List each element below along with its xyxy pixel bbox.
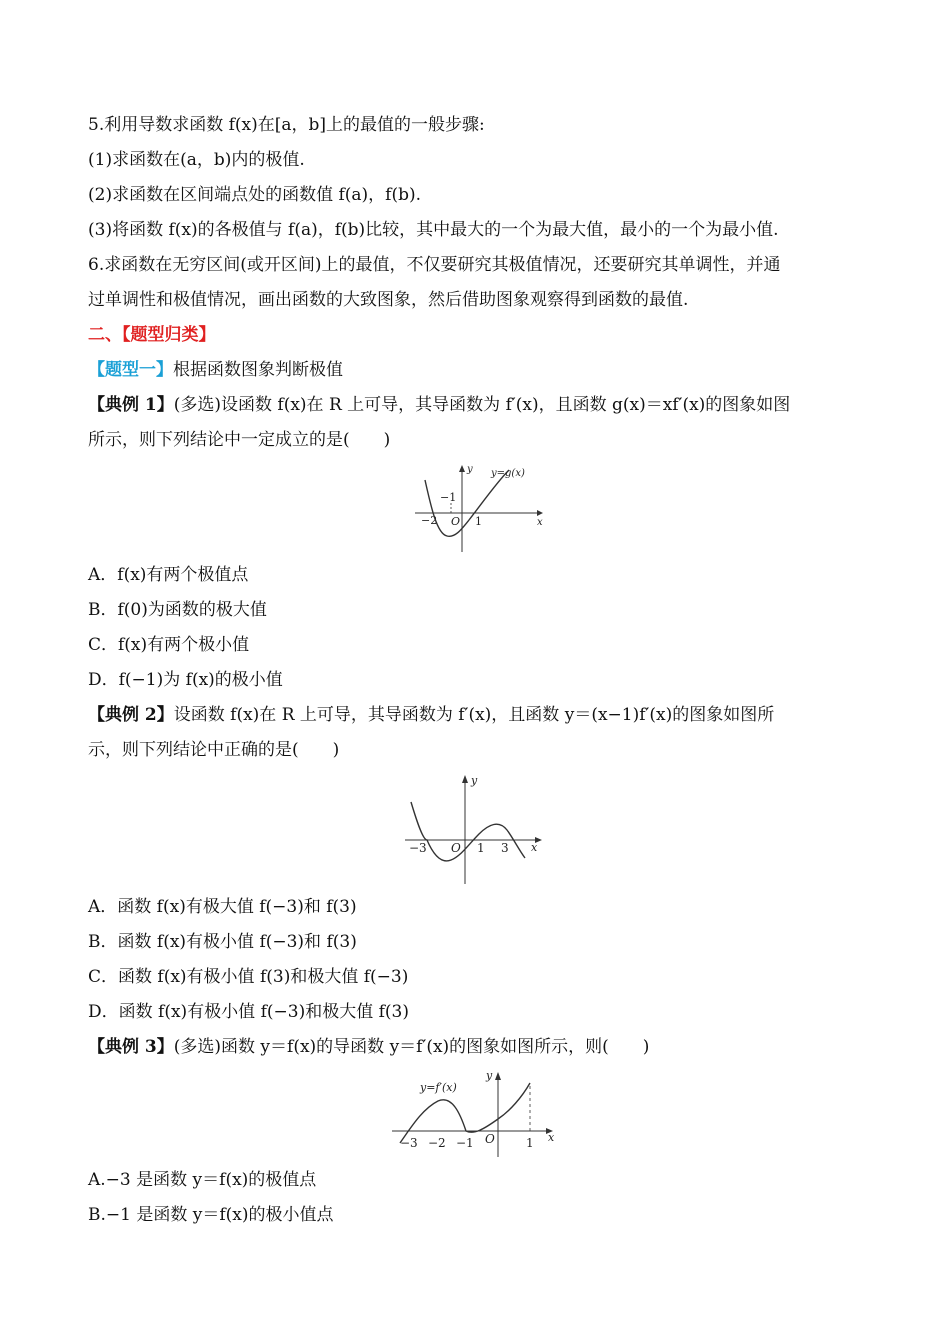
example2-line1 (88, 698, 868, 733)
tick-label: −1 (440, 491, 457, 504)
example1-graph (413, 462, 543, 554)
example1-tag: 【典例 1】 (88, 395, 174, 415)
example2-line2: 示，则下列结论中正确的是( ) (88, 740, 340, 760)
example1-option-c: C．f(x)有两个极小值 (88, 635, 250, 655)
example2-stem: 设函数 f(x)在 R 上可导，其导函数为 f′(x)，且函数 y＝(x−1)f′(x)的图象如图所 (173, 705, 775, 725)
origin-label: O (485, 1132, 495, 1146)
y-axis-label: y (471, 774, 478, 787)
document-page (88, 108, 868, 1233)
curve-label: y=f′(x) (420, 1081, 457, 1094)
question-type-tag: 【题型一】 (88, 360, 173, 380)
y-axis-label: y (467, 464, 473, 475)
g-curve (425, 470, 509, 536)
tick-label: 1 (526, 1136, 534, 1150)
example1-stem: (多选)设函数 f(x)在 R 上可导，其导函数为 f′(x)，且函数 g(x)＝xf′(x)的图象如图 (173, 395, 791, 415)
example3-tag: 【典例 3】 (88, 1037, 174, 1057)
y-axis-arrow (459, 465, 465, 472)
tick-label: −3 (400, 1136, 418, 1150)
example2-option-b: B．函数 f(x)有极小值 f(−3)和 f(3) (88, 932, 357, 952)
x-axis-label: x (537, 517, 543, 528)
section6-line1: 6.求函数在无穷区间(或开区间)上的最值，不仅要研究其极值情况，还要研究其单调性，并通 (88, 255, 781, 275)
example3-graph (390, 1069, 566, 1159)
curve-label: y=g(x) (491, 468, 525, 479)
x-axis-label: x (548, 1131, 555, 1144)
example2-option-a: A．函数 f(x)有极大值 f(−3)和 f(3) (88, 897, 357, 917)
example1-line1 (88, 388, 868, 423)
section5-title: 5.利用导数求函数 f(x)在[a，b]上的最值的一般步骤: (88, 115, 485, 135)
origin-label: O (451, 841, 461, 855)
section6-line2: 过单调性和极值情况，画出函数的大致图象，然后借助图象观察得到函数的最值. (88, 290, 689, 310)
example2-option-c: C．函数 f(x)有极小值 f(3)和极大值 f(−3) (88, 967, 409, 987)
section5-step2: (2)求函数在区间端点处的函数值 f(a)，f(b). (88, 185, 422, 205)
tick-label: −3 (409, 841, 427, 855)
tick-label: 1 (475, 515, 482, 528)
section5-step3: (3)将函数 f(x)的各极值与 f(a)，f(b)比较，其中最大的一个为最大值，最小的一个为最小值. (88, 220, 779, 240)
question-type-1 (88, 353, 868, 388)
x-axis-arrow (537, 510, 543, 516)
example1-option-a: A．f(x)有两个极值点 (88, 565, 249, 585)
example3-stem: (多选)函数 y＝f(x)的导函数 y＝f′(x)的图象如图所示，则( ) (173, 1037, 650, 1057)
example2-option-d: D．函数 f(x)有极小值 f(−3)和极大值 f(3) (88, 1002, 409, 1022)
example2-tag: 【典例 2】 (88, 705, 174, 725)
example3-option-a: A.−3 是函数 y＝f(x)的极值点 (88, 1170, 317, 1190)
example2-graph (403, 772, 553, 886)
tick-label: −2 (428, 1136, 446, 1150)
example3-option-b: B.−1 是函数 y＝f(x)的极小值点 (88, 1205, 334, 1225)
example3-line1 (88, 1030, 868, 1065)
question-type-title: 根据函数图象判断极值 (173, 360, 343, 380)
example1-line2: 所示，则下列结论中一定成立的是( ) (88, 430, 391, 450)
section5-step1: (1)求函数在(a，b)内的极值. (88, 150, 305, 170)
tick-label: 3 (501, 841, 509, 855)
tick-label: −2 (421, 514, 438, 527)
section-heading: 二、【题型归类】 (88, 325, 216, 345)
x-axis-label: x (531, 841, 538, 854)
y-axis-arrow (495, 1072, 501, 1080)
y-axis-label: y (486, 1069, 493, 1082)
example1-option-d: D．f(−1)为 f(x)的极小值 (88, 670, 283, 690)
y-axis-arrow (462, 775, 468, 783)
example1-option-b: B．f(0)为函数的极大值 (88, 600, 267, 620)
tick-label: 1 (477, 841, 485, 855)
origin-label: O (451, 515, 461, 528)
tick-label: −1 (456, 1136, 474, 1150)
